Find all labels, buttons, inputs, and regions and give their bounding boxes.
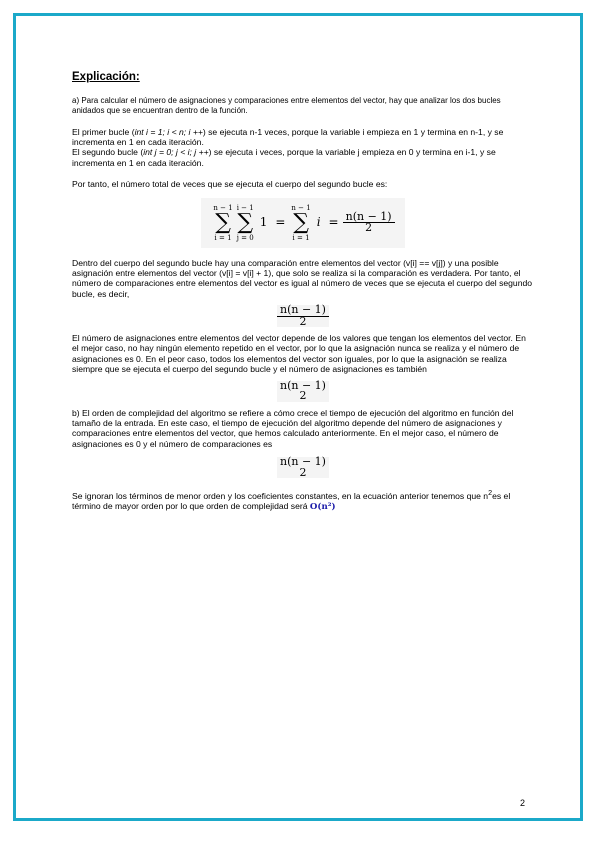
complexity-paragraph: b) El orden de complejidad del algoritmo se refiere a cómo crece el tiempo de ejecución del algoritmo en función del tamaño de la entrada. En este caso, el tiempo de ejecución del algoritmo depende del número de asignaciones y comparaciones entre elementos del vector, que hemos calculado anteriormente. En el mejor caso, el número de asignaciones es 0 y el número de comparaciones es [72,407,514,449]
section-title: Explicación: [72,71,140,83]
conclusion-paragraph [72,488,534,513]
loop1-pre: El primer bucle ( [72,126,135,137]
sigma-inner [237,204,254,242]
fraction-denominator: 2 [299,465,307,479]
fraction [277,378,329,403]
fraction-denominator: 2 [299,314,307,328]
conclusion-post: es el término de mayor orden por lo que orden de complejidad será [72,490,511,512]
fraction-denominator: 2 [299,389,307,403]
sum-equation-box [201,198,404,248]
fraction-numerator: n(n − 1) [280,378,326,392]
sigma-symbol: ∑ [237,209,254,235]
conclusion-superscript: 2 [488,488,493,497]
sigma-outer-bottom: i = 1 [214,233,232,242]
loop2-paragraph [72,147,534,168]
fraction-numerator: n(n − 1) [280,303,326,317]
loop2-post: ) se ejecuta i veces, porque la variable j empieza en 0 y termina en i-1, y se incrementa en 1 en cada iteración. [72,147,496,168]
loop1-paragraph [72,127,534,148]
complexity-fraction [72,457,534,478]
equals-sign: = [275,215,286,230]
assignments-fraction [72,378,534,403]
loop1-code: int i = 1; i < n; i ++ [134,126,203,137]
loop2-code: int j = 0; j < i; j ++ [143,147,209,158]
sigma-inner-top: i − 1 [236,203,254,212]
sigma-single-top: n − 1 [291,203,311,212]
sigma-inner-bottom: j = 0 [236,233,254,242]
sum-equation [72,198,534,248]
fraction [277,457,329,478]
assignments-paragraph: El número de asignaciones entre elementos del vector depende de los valores que tengan los elementos del vector. En el mejor caso, no hay ningún elemento repetido en el vector, por lo que la asignación nunca se realiza y el número de asignaciones es 0. En el peor caso, todos los elementos del vector son iguales, por lo que la asignación se realiza siempre que se ejecuta el cuerpo del segundo bucle y el número de asignaciones es también [72,333,526,375]
sum-term-i: i [316,215,321,230]
sigma-single-bottom: i = 1 [292,233,310,242]
total-paragraph: Por tanto, el número total de veces que se ejecuta el cuerpo del segundo bucle es: [72,179,388,190]
loop1-post: ) se ejecuta n-1 veces, porque la variable i empieza en 1 y termina en n-1, y se incrementa en 1 en cada iteración. [72,126,504,147]
fraction [277,305,329,327]
complexity-o-term: O(n²) [309,502,336,513]
sigma-symbol: ∑ [215,209,231,235]
sigma-outer-top: n − 1 [213,203,233,212]
loop2-pre: El segundo bucle ( [72,147,144,158]
fraction-numerator: n(n − 1) [345,209,392,223]
intro-paragraph: a) Para calcular el número de asignaciones y comparaciones entre elementos del vector, hay que analizar los dos bucles anidados que se encuentran dentro de la función. [72,96,501,115]
document-body [72,72,534,513]
conclusion-pre: Se ignoran los términos de menor orden y los coeficientes constantes, en la ecuación anterior tenemos que n [72,490,489,501]
sum-term-one: 1 [259,215,268,230]
equals-sign: = [328,215,339,230]
comparisons-paragraph: Dentro del cuerpo del segundo bucle hay una comparación entre elementos del vector (v[i] == v[j]) y una posible asignación entre elementos del vector (v[i] = v[i] + 1), que solo se realiza si la comparación es verdadera. Por tanto, el número de comparaciones entre elementos del vector es igual al número de veces que se ejecuta el cuerpo del segundo bucle, es decir, [72,257,533,299]
sigma-outer [213,204,232,242]
sum-result-fraction [343,209,395,235]
fraction-denominator: 2 [365,221,373,235]
fraction-numerator: n(n − 1) [280,455,326,469]
sigma-single [291,204,310,242]
sigma-symbol: ∑ [293,209,309,235]
comparisons-fraction [72,305,534,327]
page-number: 2 [520,798,526,808]
